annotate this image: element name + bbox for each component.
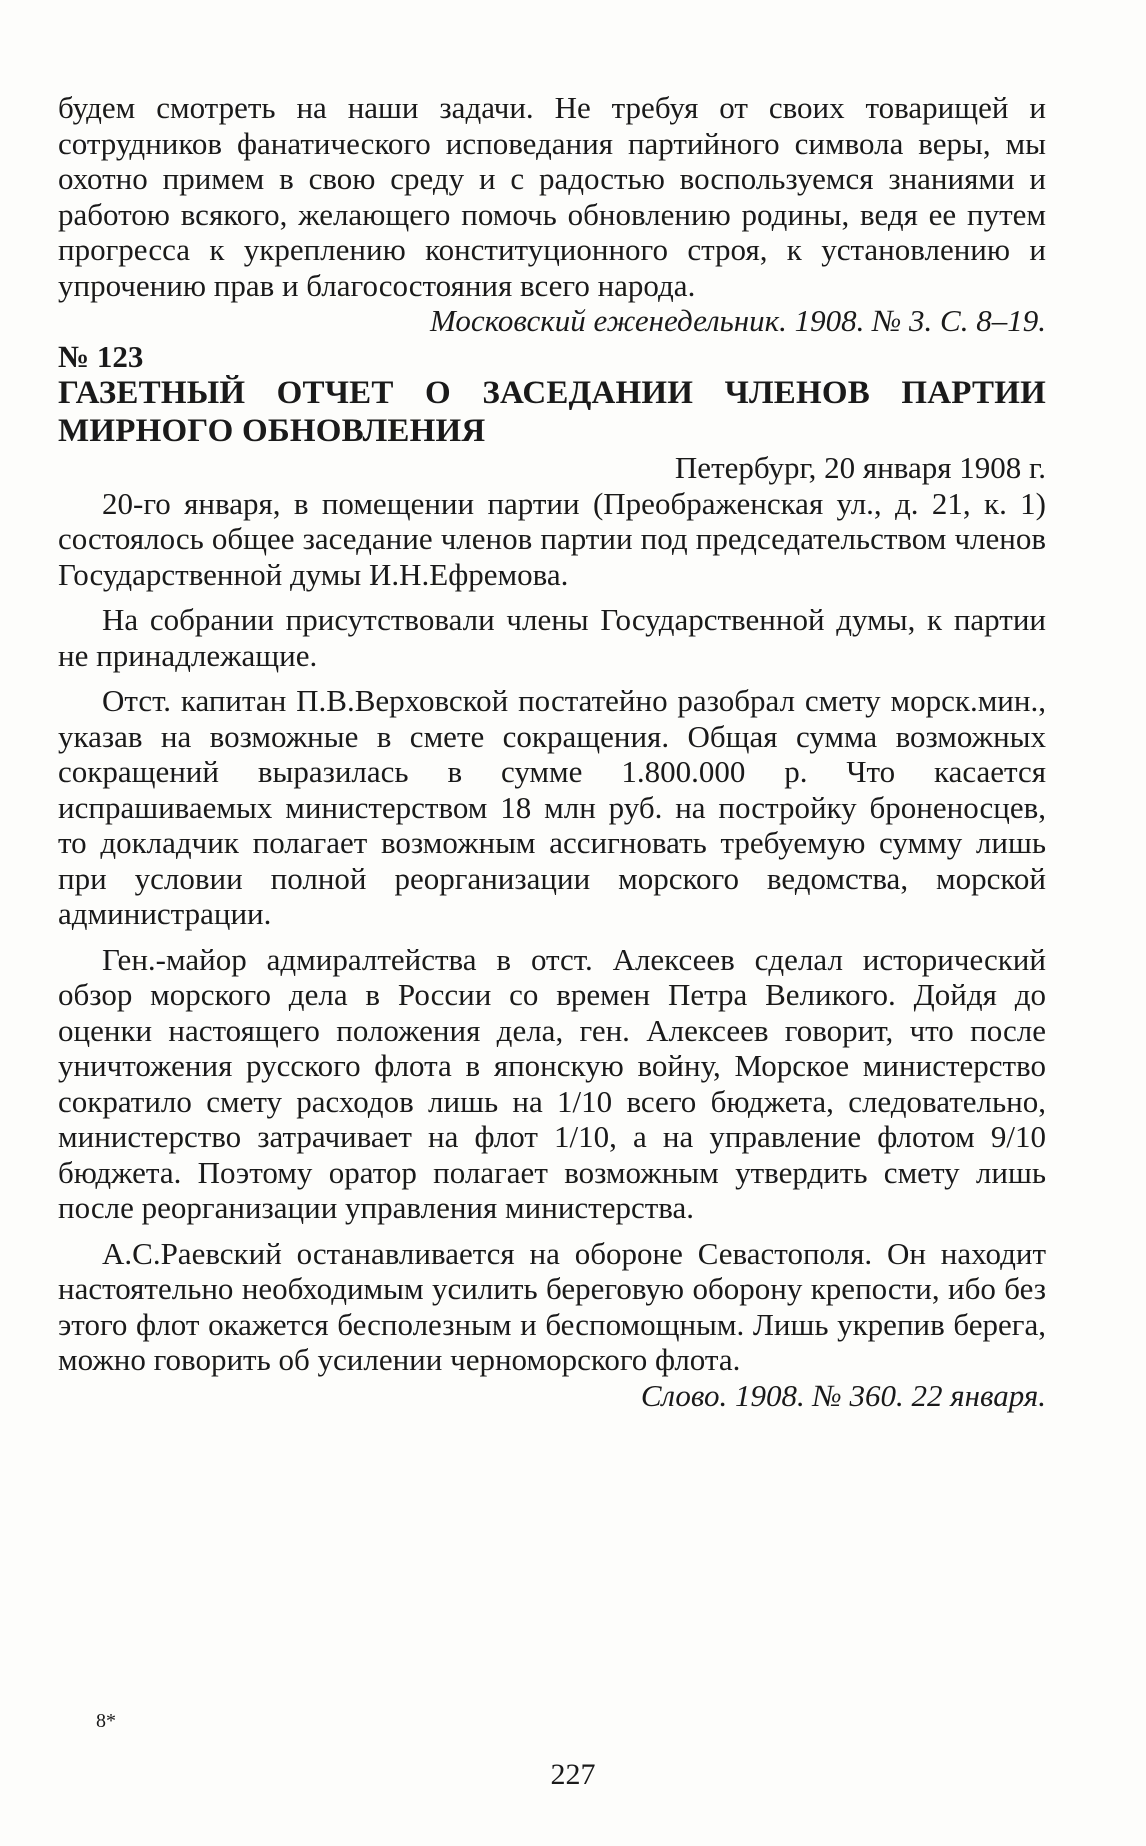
source-citation-2: Слово. 1908. № 360. 22 января. [640,1377,1046,1413]
signature-mark: 8* [96,1710,116,1732]
paragraph-1: 20-го января, в помещении партии (Преображенская ул., д. 21, к. 1) состоялось общее заседание членов партии под председательством членов Государственной думы И.Н.Ефремова. [58,485,1046,592]
place-date: Петербург, 20 января 1908 г. [674,450,1046,485]
paragraph-5: А.С.Раевский останавливается на обороне Севастополя. Он находит настоятельно необходимым усилить береговую оборону крепости, ибо без этого флот окажется бесполезным и беспомощным. Лишь укрепив берега, можно говорить об усилении черноморского флота. [58,1235,1046,1377]
paragraph-3: Отст. капитан П.В.Верховской постатейно разобрал смету морск.мин., указав на возможные в смете сокращения. Общая сумма возможных сокращений выразилась в сумме 1.800.000 р. Что касается испрашиваемых министерством 18 млн руб. на постройку броненосцев, то докладчик полагает возможным ассигновать требуемую сумму лишь при условии полной реорганизации морского ведомства, морской администрации. [58,683,1046,931]
source-citation-1: Московский еженедельник. 1908. № 3. С. 8–19. [429,303,1046,338]
paragraph-2: На собрании присутствовали члены Государственной думы, к партии не принадлежащие. [58,602,1046,673]
document-number: № 123 [58,338,144,374]
page-body [58,90,1046,1413]
document-title: ГАЗЕТНЫЙ ОТЧЕТ О ЗАСЕДАНИИ ЧЛЕНОВ ПАРТИИ МИРНОГО ОБНОВЛЕНИЯ [58,375,1046,449]
intro-paragraph: будем смотреть на наши задачи. Не требуя от своих товарищей и сотрудников фанатического исповедания партийного символа веры, мы охотно примем в свою среду и с радостью воспользуемся знаниями и работою всякого, желающего помочь обновлению родины, ведя ее путем прогресса к укреплению конституционного строя, к установлению и упрочению прав и благосостояния всего народа. [58,90,1046,303]
paragraph-4: Ген.-майор адмиралтейства в отст. Алексеев сделал исторический обзор морского дела в России со времен Петра Великого. Дойдя до оценки настоящего положения дела, ген. Алексеев говорит, что после уничтожения русского флота в японскую войну, Морское министерство сократило смету расходов лишь на 1/10 всего бюджета, следовательно, министерство затрачивает на флот 1/10, а на управление флотом 9/10 бюджета. Поэтому оратор полагает возможным утвердить смету лишь после реорганизации управления министерства. [58,941,1046,1225]
page-number: 227 [550,1758,596,1791]
